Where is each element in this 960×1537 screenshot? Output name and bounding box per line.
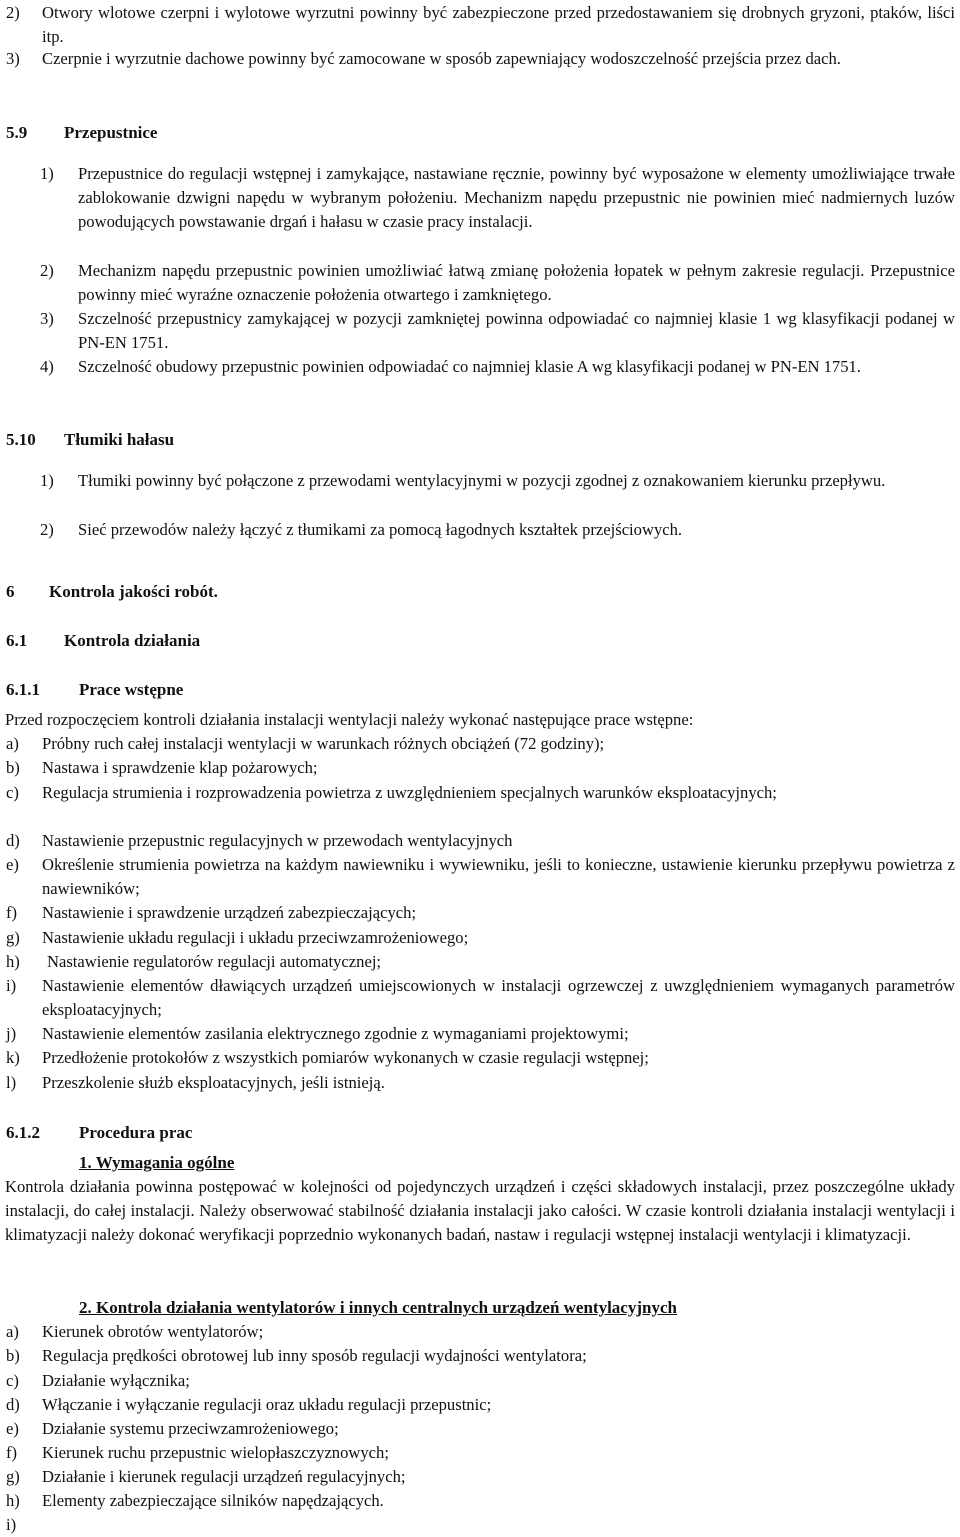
section-heading-6-1-1 [6,678,184,702]
section-title: Kontrola działania [64,631,201,650]
item-text: Nastawa i sprawdzenie klap pożarowych; [42,758,318,777]
item-text: Nastawienie regulatorów regulacji automatycznej; [47,952,382,971]
section-number: 5.10 [6,430,36,449]
section-title: Prace wstępne [79,680,184,699]
item-text: Nastawienie przepustnic regulacyjnych w przewodach wentylacyjnych [42,831,513,850]
section-number: 6.1.1 [6,680,40,699]
item-text: Otwory wlotowe czerpni i wylotowe wyrzutni powinny być zabezpieczone przed przedostawaniem się drobnych gryzoni, ptaków, liści itp. [42,3,955,47]
item-letter: f) [6,1443,18,1462]
item-letter: i) [6,976,17,995]
item-text: Przeszkolenie służb eksploatacyjnych, jeśli istnieją. [42,1073,385,1092]
section-title: Kontrola jakości robót. [49,582,218,601]
list-item [6,853,955,901]
item-letter: d) [6,1395,20,1414]
item-text: Nastawienie elementów zasilania elektrycznego zgodnie z wymaganiami projektowymi; [42,1024,629,1043]
section-title: Procedura prac [79,1123,193,1142]
item-text: Szczelność obudowy przepustnic powinien odpowiadać co najmniej klasie A wg klasyfikacji podanej w PN-EN 1751. [78,357,861,376]
item-letter: i) [6,1515,17,1534]
list-item [6,1489,955,1513]
item-letter: f) [6,903,18,922]
item-letter: h) [6,952,20,971]
item-letter: l) [6,1073,17,1092]
list-item [6,1417,955,1441]
list-item [40,355,955,379]
item-text: Mechanizm napędu przepustnic powinien umożliwiać łatwą zmianę położenia łopatek w pełnym zakresie regulacji. Przepustnice powinny mieć wyraźne oznaczenie położenia otwartego i zamkniętego. [78,261,955,305]
item-number: 2) [40,520,54,539]
list-item [6,829,955,853]
section-number: 6 [6,582,15,601]
item-text: Sieć przewodów należy łączyć z tłumikami za pomocą łagodnych kształtek przejściowych. [78,520,683,539]
list-item [40,162,955,235]
list-item [6,1046,955,1070]
item-text: Szczelność przepustnicy zamykającej w pozycji zamkniętej powinna odpowiadać co najmniej klasie 1 wg klasyfikacji podanej w PN-EN 1751. [78,309,955,353]
item-text: Tłumiki powinny być połączone z przewodami wentylacyjnymi w pozycji zgodnej z oznakowaniem kierunku przepływu. [78,471,886,490]
item-number: 2) [40,261,54,280]
item-letter: d) [6,831,20,850]
section-title: Przepustnice [64,123,158,142]
list-item [6,926,955,950]
list-item [6,1344,955,1368]
item-text: Działanie wyłącznika; [42,1371,190,1390]
list-item [40,307,955,355]
list-item [6,974,955,1022]
body-paragraph: Kontrola działania powinna postępować w kolejności od pojedynczych urządzeń i części składowych instalacji, przez poszczególne układy instalacji, do całej instalacji. Należy obserwować stabilność działania instalacji jako całości. W czasie kontroli działania instalacji wentylacji i klimatyzacji należy dokonać weryfikacji poprzednio wykonanych badań, nastaw i regulacji wstępnej instalacji wentylacji i klimatyzacji. [5,1177,955,1245]
item-text: Przepustnice do regulacji wstępnej i zamykające, nastawiane ręcznie, powinny być wyposażone w elementy umożliwiające trwałe zablokowanie dzwigni napędu w wybranym położeniu. Mechanizm napędu przepustnic nie powinien mieć nadmiernych luzów powodujących powstawanie drgań i hałasu w czasie pracy instalacji. [78,164,955,232]
item-text: Elementy zabezpieczające silników napędzających. [42,1491,384,1510]
intro-paragraph: Przed rozpoczęciem kontroli działania instalacji wentylacji należy wykonać następujące prace wstępne: [5,710,694,729]
list-item [40,469,955,493]
item-number: 2) [6,3,20,22]
item-letter: e) [6,1419,19,1438]
section-heading-5-9 [6,121,158,145]
list-item [40,259,955,307]
subsection-title: 2. Kontrola działania wentylatorów i innych centralnych urządzeń wentylacyjnych [79,1298,677,1317]
item-text: Regulacja prędkości obrotowej lub inny sposób regulacji wydajności wentylatora; [42,1346,587,1365]
subsection-title: 1. Wymagania ogólne [79,1153,235,1172]
list-item [6,47,955,71]
item-text: Regulacja strumienia i rozprowadzenia powietrza z uwzględnieniem specjalnych warunków eksploatacyjnych; [42,783,777,802]
item-text: Próbny ruch całej instalacji wentylacji w warunkach różnych obciążeń (72 godziny); [42,734,605,753]
item-letter: k) [6,1048,20,1067]
item-number: 1) [40,164,54,183]
item-letter: b) [6,758,20,777]
section-number: 5.9 [6,123,28,142]
section-heading-6-1-2 [6,1121,193,1145]
list-item [6,950,955,974]
item-text: Czerpnie i wyrzutnie dachowe powinny być zamocowane w sposób zapewniający wodoszczelność przejścia przez dach. [42,49,841,68]
item-text: Kierunek obrotów wentylatorów; [42,1322,264,1341]
item-text: Nastawienie elementów dławiących urządzeń umiejscowionych w instalacji ogrzewczej z uwzględnieniem wymaganych parametrów eksploatacyjnych; [42,976,955,1020]
item-text: Nastawienie układu regulacji i układu przeciwzamrożeniowego; [42,928,469,947]
item-number: 3) [40,309,54,328]
item-letter: c) [6,1371,19,1390]
section-heading-6 [6,580,218,604]
item-text: Włączanie i wyłączanie regulacji oraz układu regulacji przepustnic; [42,1395,492,1414]
item-number: 3) [6,49,20,68]
list-item [6,1465,955,1489]
list-item [6,732,955,756]
item-text: Nastawienie i sprawdzenie urządzeń zabezpieczających; [42,903,417,922]
item-letter: g) [6,928,20,947]
item-letter: j) [6,1024,17,1043]
list-item [6,756,955,780]
section-number: 6.1 [6,631,28,650]
item-number: 1) [40,471,54,490]
list-item [6,1441,955,1465]
item-text: Przedłożenie protokołów z wszystkich pomiarów wykonanych w czasie regulacji wstępnej; [42,1048,649,1067]
item-letter: a) [6,734,19,753]
item-text: Kierunek ruchu przepustnic wielopłaszczyznowych; [42,1443,389,1462]
list-item [6,1071,955,1095]
item-letter: e) [6,855,19,874]
section-number: 6.1.2 [6,1123,40,1142]
list-item [6,1,955,49]
list-item [6,1369,955,1393]
list-item [6,1022,955,1046]
item-letter: b) [6,1346,20,1365]
section-heading-6-1 [6,629,201,653]
item-letter: c) [6,783,19,802]
section-heading-5-10 [6,428,175,452]
item-letter: h) [6,1491,20,1510]
list-item [6,1393,955,1417]
item-text: Działanie systemu przeciwzamrożeniowego; [42,1419,339,1438]
item-text: Określenie strumienia powietrza na każdym nawiewniku i wywiewniku, jeśli to konieczne, ustawienie kierunku przepływu powietrza z nawiewników; [42,855,955,899]
list-item [40,518,955,542]
item-number: 4) [40,357,54,376]
item-letter: g) [6,1467,20,1486]
item-letter: a) [6,1322,19,1341]
list-item [6,781,955,805]
section-title: Tłumiki hałasu [64,430,175,449]
list-item [6,901,955,925]
list-item [6,1320,955,1344]
item-text: Działanie i kierunek regulacji urządzeń regulacyjnych; [42,1467,406,1486]
